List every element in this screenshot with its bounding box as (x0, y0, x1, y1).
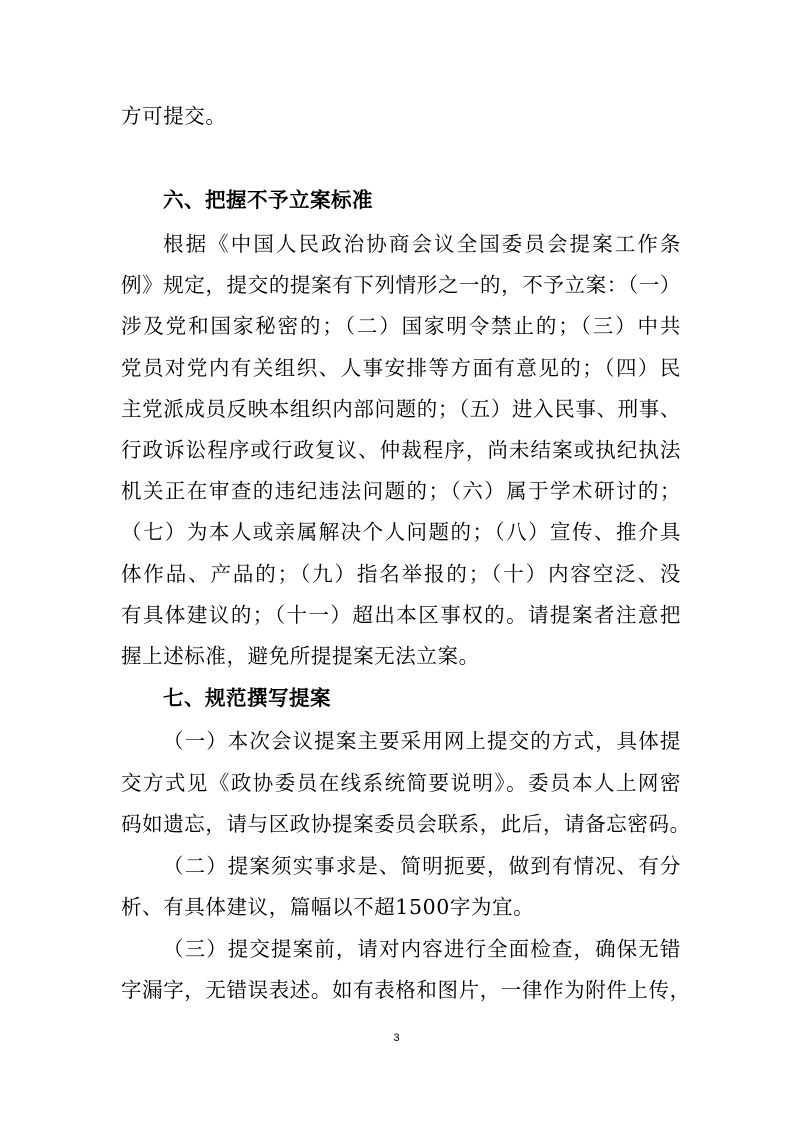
paragraph-line: 行政诉讼程序或行政复议、仲裁程序，尚未结案或执纪执法 (121, 438, 681, 462)
paragraph-line: （七）为本人或亲属解决个人问题的；（八）宣传、推介具 (121, 520, 681, 544)
paragraph-line: 方可提交。 (121, 104, 227, 128)
section-heading-7: 七、规范撰写提案 (163, 686, 331, 710)
paragraph-line: 根据《中国人民政治协商会议全国委员会提案工作条 (163, 232, 681, 256)
paragraph-line: 析、有具体建议，篇幅以不超1500字为宜。 (121, 895, 535, 919)
paragraph-line: 握上述标准，避免所提提案无法立案。 (121, 644, 480, 668)
paragraph-line: 主党派成员反映本组织内部问题的；（五）进入民事、刑事、 (121, 397, 681, 421)
paragraph-line: （三）提交提案前，请对内容进行全面检查，确保无错 (163, 937, 681, 961)
paragraph-line: 机关正在审查的违纪违法问题的；（六）属于学术研讨的； (121, 479, 681, 503)
paragraph-line: 有具体建议的；（十一）超出本区事权的。请提案者注意把 (121, 603, 681, 627)
section-heading-6: 六、把握不予立案标准 (163, 188, 373, 212)
paragraph-line: （二）提案须实事求是、简明扼要，做到有情况、有分 (163, 854, 681, 878)
paragraph-line: 例》规定，提交的提案有下列情形之一的，不予立案：（一） (121, 273, 681, 297)
paragraph-line: 码如遗忘，请与区政协提案委员会联系，此后，请备忘密码。 (121, 812, 691, 836)
paragraph-line: 党员对党内有关组织、人事安排等方面有意见的；（四）民 (121, 356, 681, 380)
paragraph-line: 体作品、产品的；（九）指名举报的；（十）内容空泛、没 (121, 562, 681, 586)
paragraph-line: 字漏字，无错误表述。如有表格和图片，一律作为附件上传， (121, 978, 691, 1002)
paragraph-line: （一）本次会议提案主要采用网上提交的方式，具体提 (163, 729, 681, 753)
page-number: 3 (393, 1032, 400, 1044)
paragraph-line: 涉及党和国家秘密的；（二）国家明令禁止的；（三）中共 (121, 314, 681, 338)
paragraph-line: 交方式见《政协委员在线系统简要说明》。委员本人上网密 (121, 771, 681, 795)
